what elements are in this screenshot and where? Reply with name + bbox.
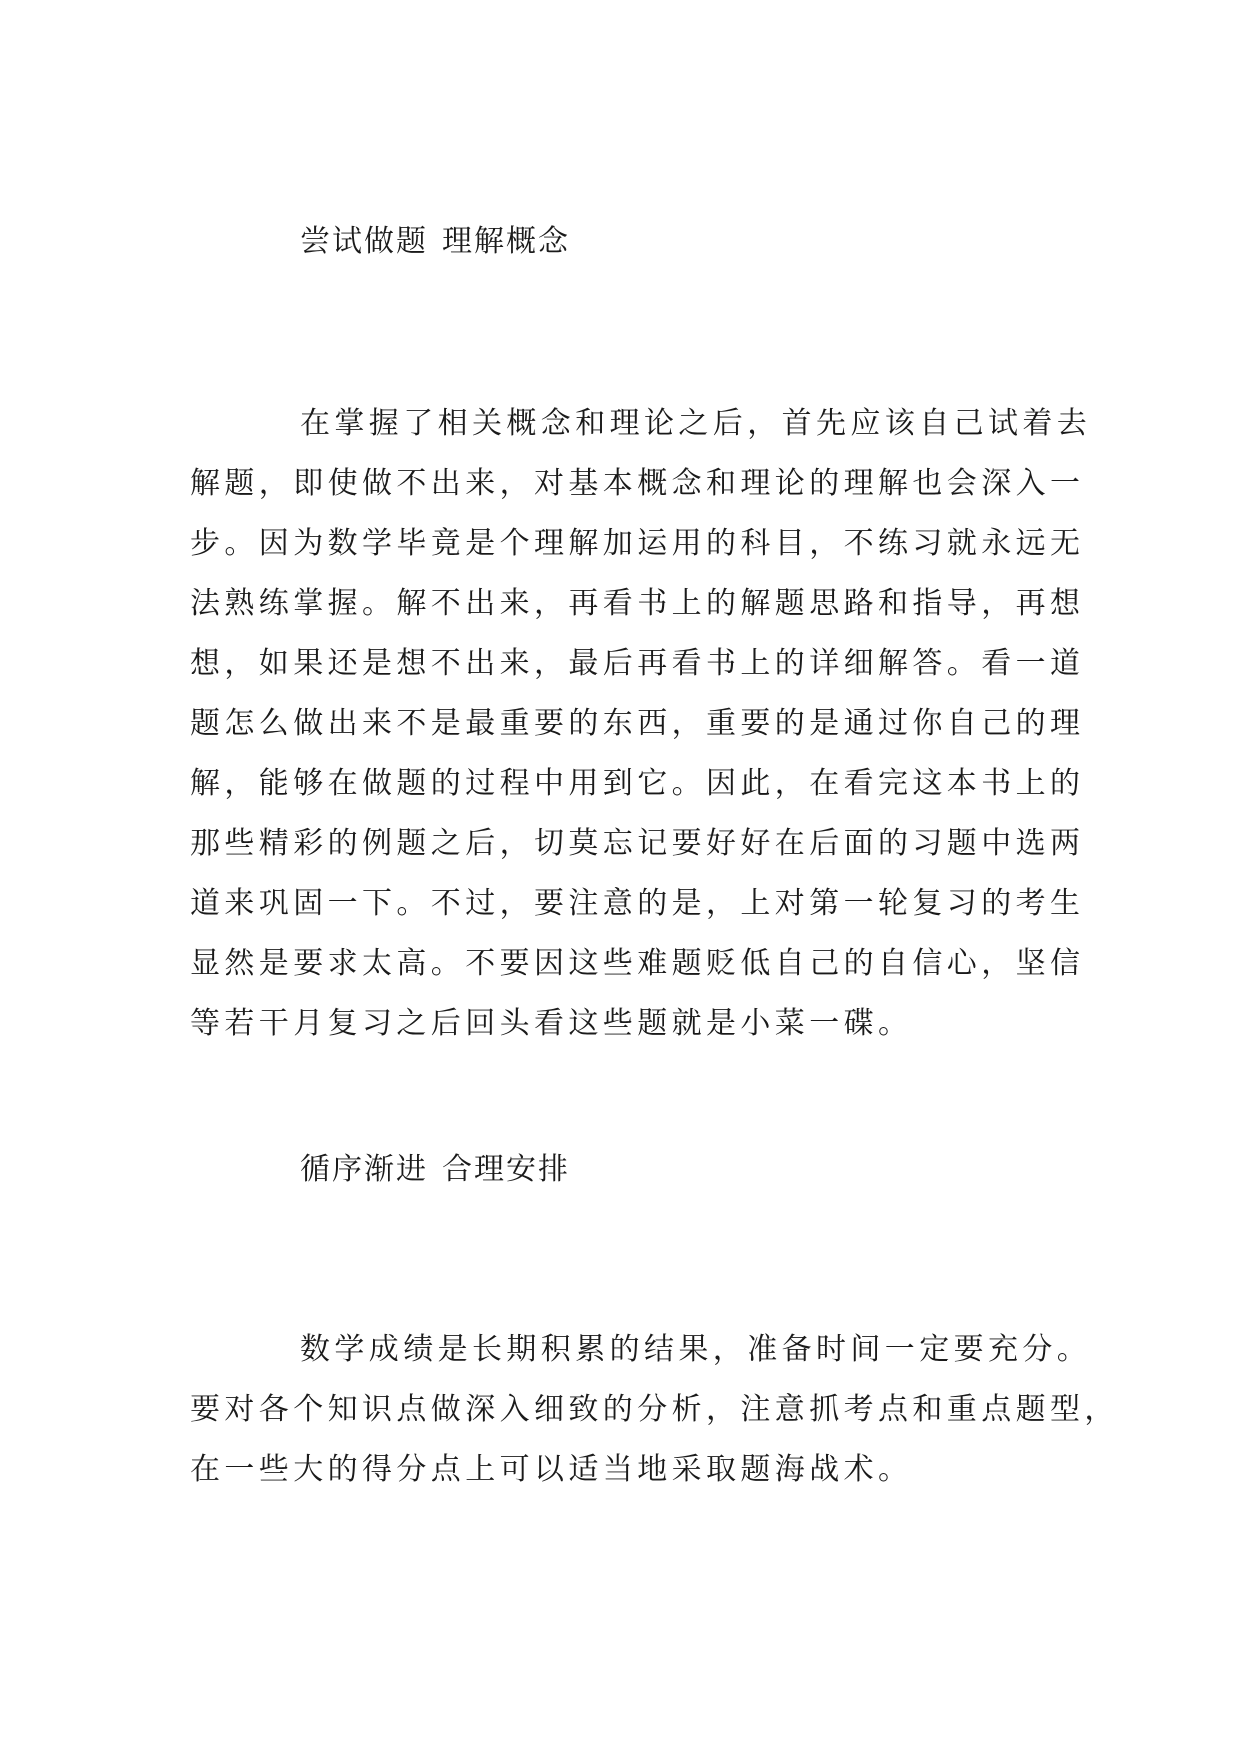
section-heading-1 [300, 222, 570, 262]
paragraph-line: 道来巩固一下。不过，要注意的是，上对第一轮复习的考生 [190, 886, 1085, 921]
section-heading-2 [300, 1150, 570, 1190]
section-heading-1-part1: 尝试做题 [300, 224, 428, 259]
section-heading-2-part2: 合理安排 [442, 1152, 570, 1187]
section-heading-2-part1: 循序渐进 [300, 1152, 428, 1187]
paragraph-line: 在一些大的得分点上可以适当地采取题海战术。 [190, 1452, 913, 1487]
paragraph-line: 那些精彩的例题之后，切莫忘记要好好在后面的习题中选两 [190, 826, 1085, 861]
paragraph-line: 显然是要求太高。不要因这些难题贬低自己的自信心，坚信 [190, 946, 1085, 981]
paragraph-line: 解，能够在做题的过程中用到它。因此，在看完这本书上的 [190, 766, 1085, 801]
paragraph-line: 要对各个知识点做深入细致的分析，注意抓考点和重点题型， [190, 1392, 1119, 1427]
section-heading-1-part2: 理解概念 [442, 224, 570, 259]
paragraph-line: 步。因为数学毕竟是个理解加运用的科目，不练习就永远无 [190, 526, 1085, 561]
paragraph-line: 解题，即使做不出来，对基本概念和理论的理解也会深入一 [190, 466, 1085, 501]
paragraph-line: 数学成绩是长期积累的结果，准备时间一定要充分。 [300, 1332, 1092, 1367]
section-1-paragraph [190, 394, 1092, 1054]
paragraph-line: 想，如果还是想不出来，最后再看书上的详细解答。看一道 [190, 646, 1085, 681]
paragraph-line: 等若干月复习之后回头看这些题就是小菜一碟。 [190, 1006, 913, 1041]
paragraph-line: 在掌握了相关概念和理论之后，首先应该自己试着去 [300, 406, 1092, 441]
paragraph-line: 题怎么做出来不是最重要的东西，重要的是通过你自己的理 [190, 706, 1085, 741]
section-2-paragraph [190, 1320, 1119, 1500]
paragraph-line: 法熟练掌握。解不出来，再看书上的解题思路和指导，再想 [190, 586, 1085, 621]
